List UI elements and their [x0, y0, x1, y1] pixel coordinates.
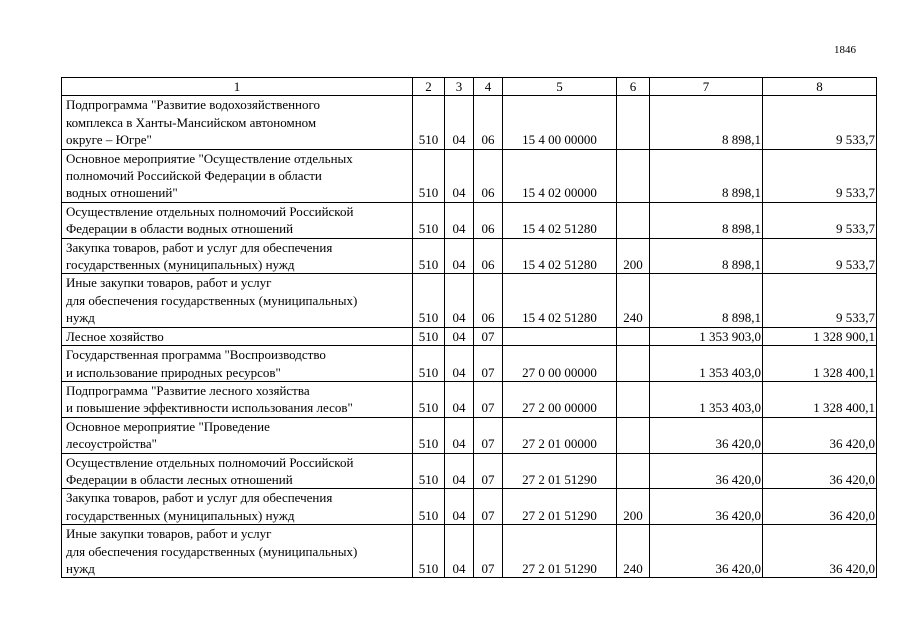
description-line: для обеспечения государственных (муниципальных) [66, 543, 358, 559]
column-header: 6 [617, 78, 650, 96]
table-row [62, 417, 877, 453]
cell-c7: 36 420,0 [650, 417, 763, 453]
row-description [62, 274, 413, 327]
cell-c2: 510 [413, 489, 445, 525]
cell-c8: 9 533,7 [763, 96, 877, 149]
cell-c2: 510 [413, 202, 445, 238]
description-line: Закупка товаров, работ и услуг для обеспечения [66, 490, 333, 506]
cell-c3: 04 [445, 381, 474, 417]
cell-c4: 06 [474, 238, 503, 274]
table-row [62, 489, 877, 525]
cell-c6 [617, 202, 650, 238]
cell-c5: 27 2 01 51290 [503, 489, 617, 525]
cell-c2: 510 [413, 346, 445, 382]
table-row [62, 346, 877, 382]
cell-c8: 1 328 900,1 [763, 327, 877, 345]
column-header: 8 [763, 78, 877, 96]
page-number: 1846 [834, 44, 856, 56]
cell-c8: 1 328 400,1 [763, 346, 877, 382]
cell-c4: 07 [474, 327, 503, 345]
cell-c6 [617, 96, 650, 149]
column-header: 7 [650, 78, 763, 96]
description-line: округе – Югре" [66, 132, 152, 148]
column-header: 5 [503, 78, 617, 96]
row-description [62, 417, 413, 453]
cell-c7: 36 420,0 [650, 525, 763, 578]
budget-table [61, 77, 877, 578]
cell-c7: 8 898,1 [650, 202, 763, 238]
description-line: для обеспечения государственных (муниципальных) [66, 292, 358, 308]
row-description [62, 238, 413, 274]
description-line: Иные закупки товаров, работ и услуг [66, 275, 272, 291]
cell-c5: 27 0 00 00000 [503, 346, 617, 382]
table-row [62, 96, 877, 149]
description-line: Подпрограмма "Развитие водохозяйственного [66, 97, 321, 113]
cell-c6 [617, 453, 650, 489]
cell-c4: 06 [474, 96, 503, 149]
table-row [62, 525, 877, 578]
cell-c7: 1 353 403,0 [650, 346, 763, 382]
cell-c6: 200 [617, 489, 650, 525]
description-line: Основное мероприятие "Осуществление отдельных [66, 150, 353, 166]
cell-c3: 04 [445, 274, 474, 327]
description-line: Лесное хозяйство [66, 328, 164, 344]
cell-c8: 36 420,0 [763, 525, 877, 578]
cell-c7: 8 898,1 [650, 96, 763, 149]
row-description [62, 96, 413, 149]
cell-c3: 04 [445, 202, 474, 238]
cell-c7: 8 898,1 [650, 149, 763, 202]
description-line: государственных (муниципальных) нужд [66, 257, 295, 273]
row-description [62, 149, 413, 202]
row-description [62, 346, 413, 382]
cell-c3: 04 [445, 346, 474, 382]
description-line: полномочий Российской Федерации в области [66, 168, 322, 184]
cell-c2: 510 [413, 274, 445, 327]
cell-c4: 07 [474, 453, 503, 489]
cell-c6: 240 [617, 525, 650, 578]
cell-c3: 04 [445, 149, 474, 202]
description-line: Федерации в области лесных отношений [66, 471, 293, 487]
description-line: водных отношений" [66, 185, 178, 201]
cell-c6: 240 [617, 274, 650, 327]
cell-c5: 27 2 00 00000 [503, 381, 617, 417]
table-body [62, 96, 877, 578]
cell-c8: 36 420,0 [763, 489, 877, 525]
cell-c5: 15 4 02 51280 [503, 202, 617, 238]
column-header: 1 [62, 78, 413, 96]
column-header: 3 [445, 78, 474, 96]
cell-c5: 27 2 01 51290 [503, 453, 617, 489]
cell-c2: 510 [413, 453, 445, 489]
cell-c2: 510 [413, 417, 445, 453]
table-row [62, 238, 877, 274]
cell-c5: 15 4 02 51280 [503, 238, 617, 274]
row-description [62, 489, 413, 525]
cell-c6 [617, 346, 650, 382]
cell-c2: 510 [413, 381, 445, 417]
cell-c3: 04 [445, 327, 474, 345]
cell-c3: 04 [445, 238, 474, 274]
description-line: Федерации в области водных отношений [66, 221, 294, 237]
cell-c5: 15 4 00 00000 [503, 96, 617, 149]
table-row [62, 381, 877, 417]
cell-c4: 07 [474, 489, 503, 525]
description-line: Подпрограмма "Развитие лесного хозяйства [66, 382, 310, 398]
description-line: Осуществление отдельных полномочий Российской [66, 203, 354, 219]
cell-c4: 07 [474, 381, 503, 417]
cell-c6 [617, 417, 650, 453]
table-header-row [62, 78, 877, 96]
description-line: нужд [66, 560, 95, 576]
cell-c5 [503, 327, 617, 345]
description-line: нужд [66, 310, 95, 326]
column-header: 4 [474, 78, 503, 96]
cell-c2: 510 [413, 96, 445, 149]
cell-c2: 510 [413, 525, 445, 578]
cell-c4: 06 [474, 149, 503, 202]
row-description [62, 381, 413, 417]
cell-c4: 06 [474, 274, 503, 327]
cell-c2: 510 [413, 327, 445, 345]
description-line: комплекса в Ханты-Мансийском автономном [66, 114, 317, 130]
cell-c5: 15 4 02 00000 [503, 149, 617, 202]
table-row [62, 453, 877, 489]
cell-c8: 36 420,0 [763, 453, 877, 489]
description-line: Закупка товаров, работ и услуг для обеспечения [66, 239, 333, 255]
table-row [62, 202, 877, 238]
description-line: Осуществление отдельных полномочий Российской [66, 454, 354, 470]
cell-c8: 9 533,7 [763, 149, 877, 202]
table-row [62, 149, 877, 202]
cell-c6 [617, 149, 650, 202]
cell-c7: 36 420,0 [650, 453, 763, 489]
description-line: государственных (муниципальных) нужд [66, 507, 295, 523]
description-line: и использование природных ресурсов" [66, 364, 281, 380]
cell-c3: 04 [445, 525, 474, 578]
column-header: 2 [413, 78, 445, 96]
cell-c7: 1 353 903,0 [650, 327, 763, 345]
cell-c5: 15 4 02 51280 [503, 274, 617, 327]
cell-c8: 36 420,0 [763, 417, 877, 453]
cell-c5: 27 2 01 51290 [503, 525, 617, 578]
cell-c6: 200 [617, 238, 650, 274]
cell-c8: 9 533,7 [763, 274, 877, 327]
row-description [62, 525, 413, 578]
cell-c4: 06 [474, 202, 503, 238]
cell-c7: 1 353 403,0 [650, 381, 763, 417]
description-line: Государственная программа "Воспроизводство [66, 347, 326, 363]
cell-c4: 07 [474, 417, 503, 453]
cell-c2: 510 [413, 238, 445, 274]
cell-c7: 8 898,1 [650, 238, 763, 274]
cell-c2: 510 [413, 149, 445, 202]
cell-c4: 07 [474, 346, 503, 382]
row-description [62, 327, 413, 345]
cell-c4: 07 [474, 525, 503, 578]
description-line: Основное мероприятие "Проведение [66, 418, 270, 434]
description-line: лесоустройства" [66, 436, 157, 452]
cell-c8: 9 533,7 [763, 238, 877, 274]
cell-c8: 1 328 400,1 [763, 381, 877, 417]
cell-c3: 04 [445, 453, 474, 489]
cell-c7: 36 420,0 [650, 489, 763, 525]
cell-c3: 04 [445, 417, 474, 453]
cell-c8: 9 533,7 [763, 202, 877, 238]
row-description [62, 453, 413, 489]
cell-c5: 27 2 01 00000 [503, 417, 617, 453]
cell-c6 [617, 381, 650, 417]
description-line: и повышение эффективности использования лесов" [66, 400, 353, 416]
cell-c6 [617, 327, 650, 345]
cell-c3: 04 [445, 489, 474, 525]
cell-c7: 8 898,1 [650, 274, 763, 327]
row-description [62, 202, 413, 238]
table-row [62, 274, 877, 327]
cell-c3: 04 [445, 96, 474, 149]
description-line: Иные закупки товаров, работ и услуг [66, 526, 272, 542]
table-row [62, 327, 877, 345]
